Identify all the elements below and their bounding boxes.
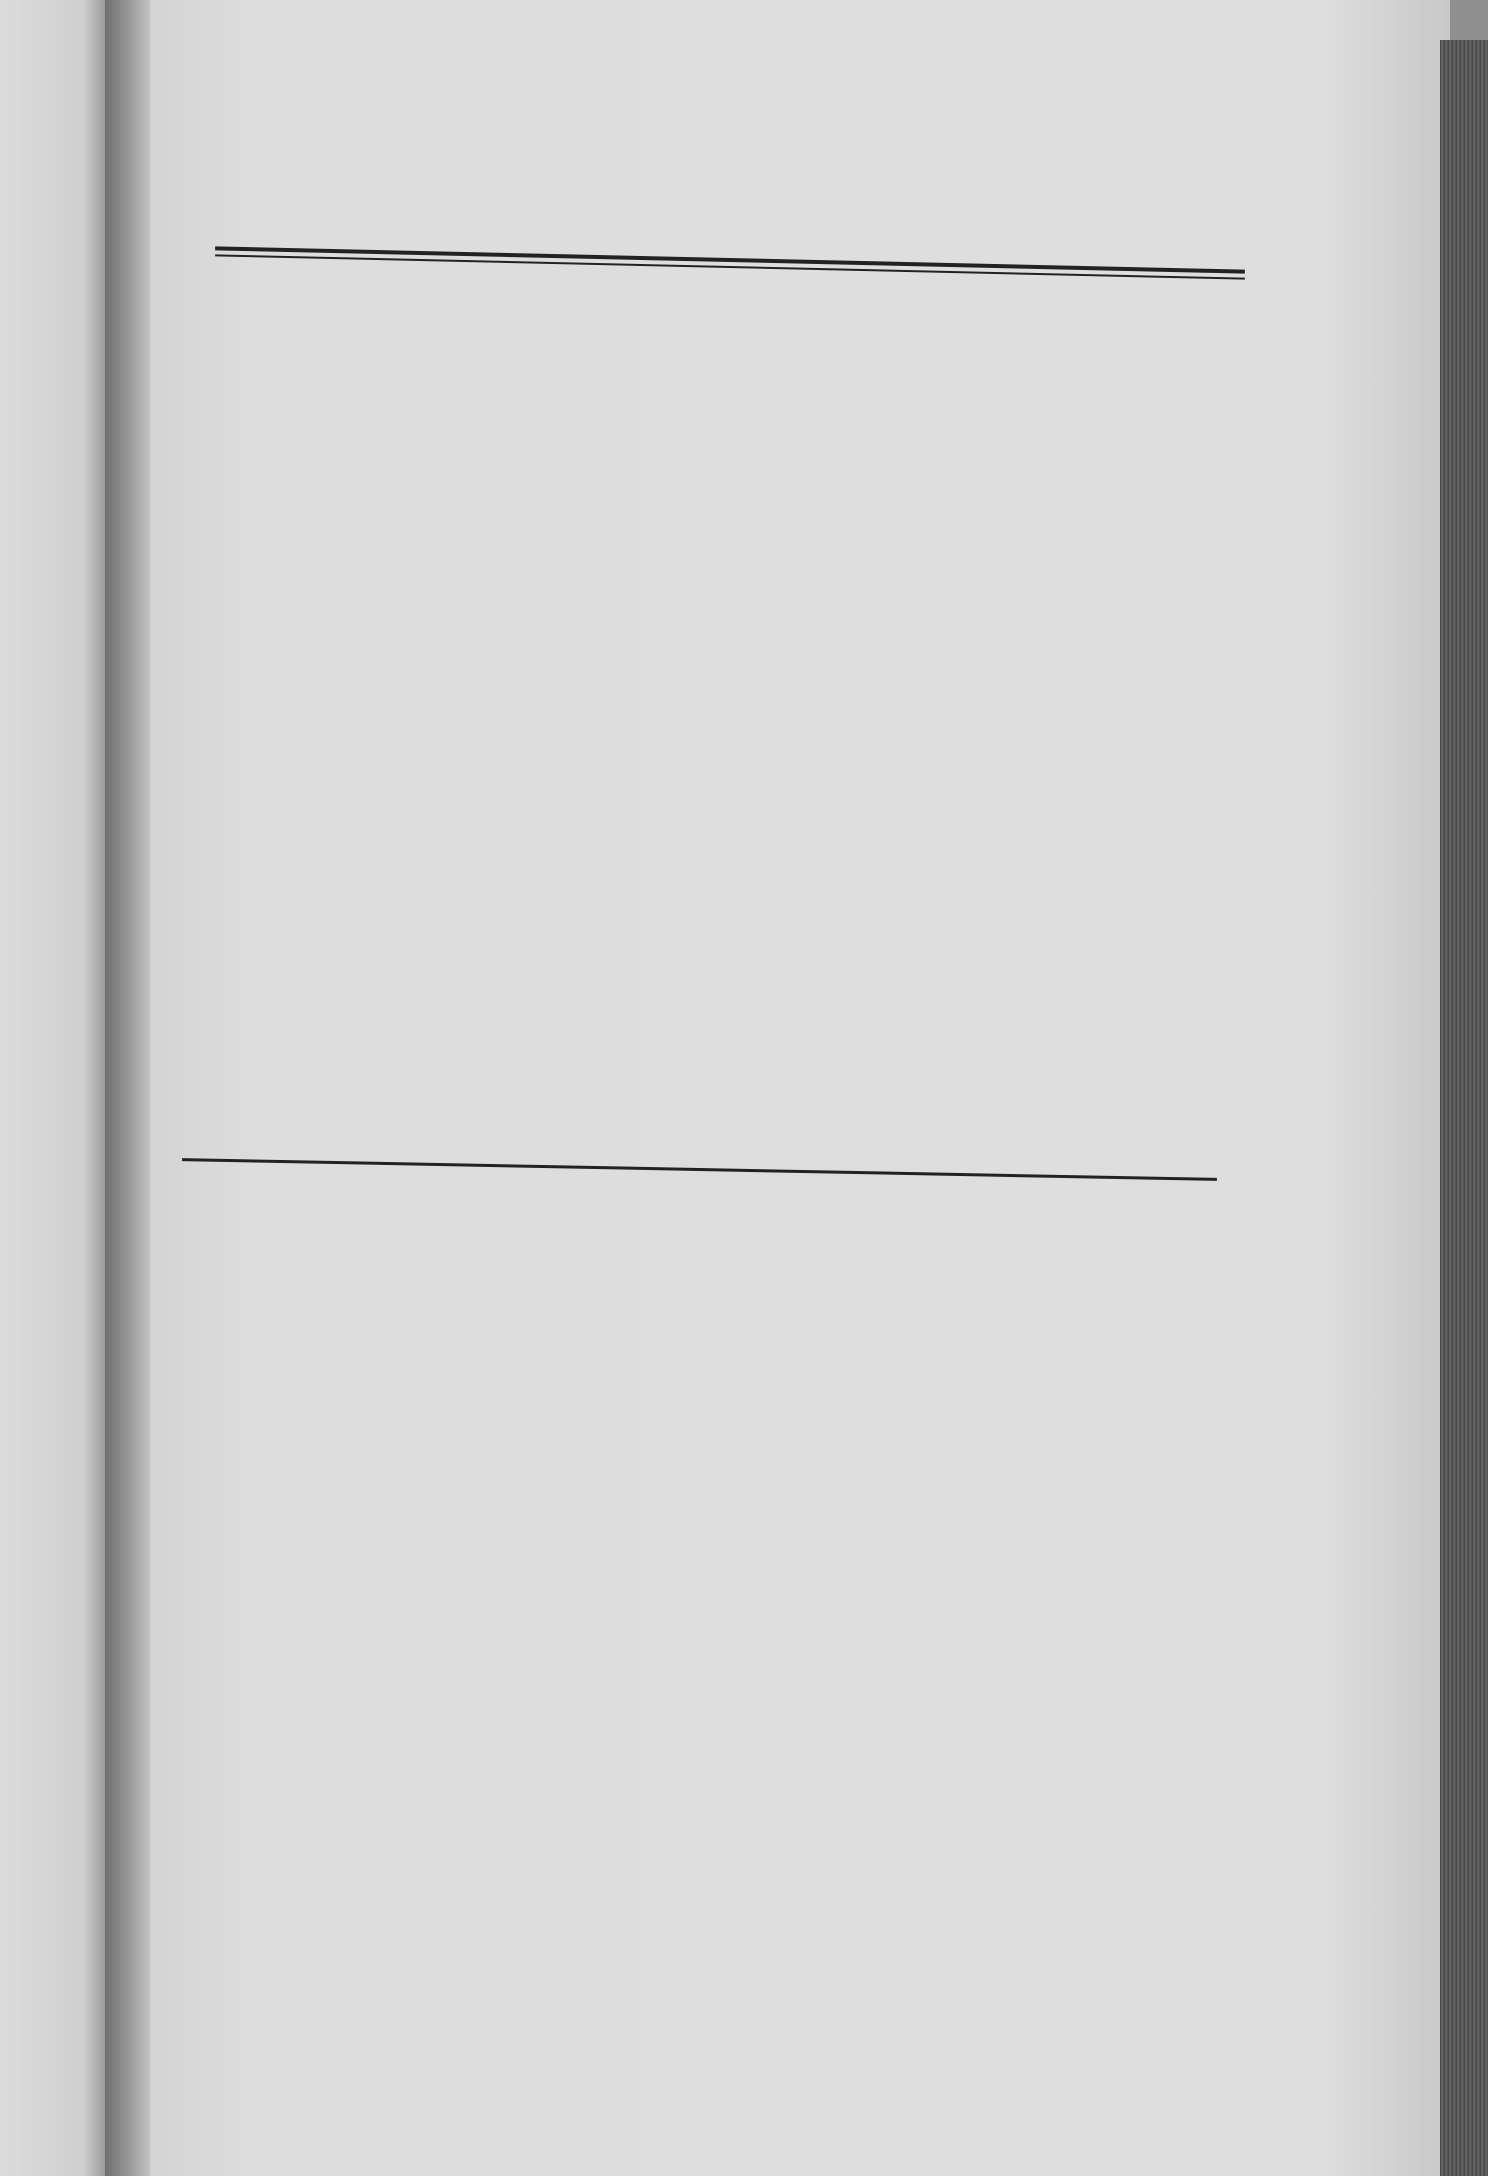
page-edge bbox=[1440, 40, 1488, 2176]
left-page-margin bbox=[0, 0, 105, 2176]
book-gutter bbox=[105, 0, 153, 2176]
page bbox=[150, 0, 1450, 2176]
